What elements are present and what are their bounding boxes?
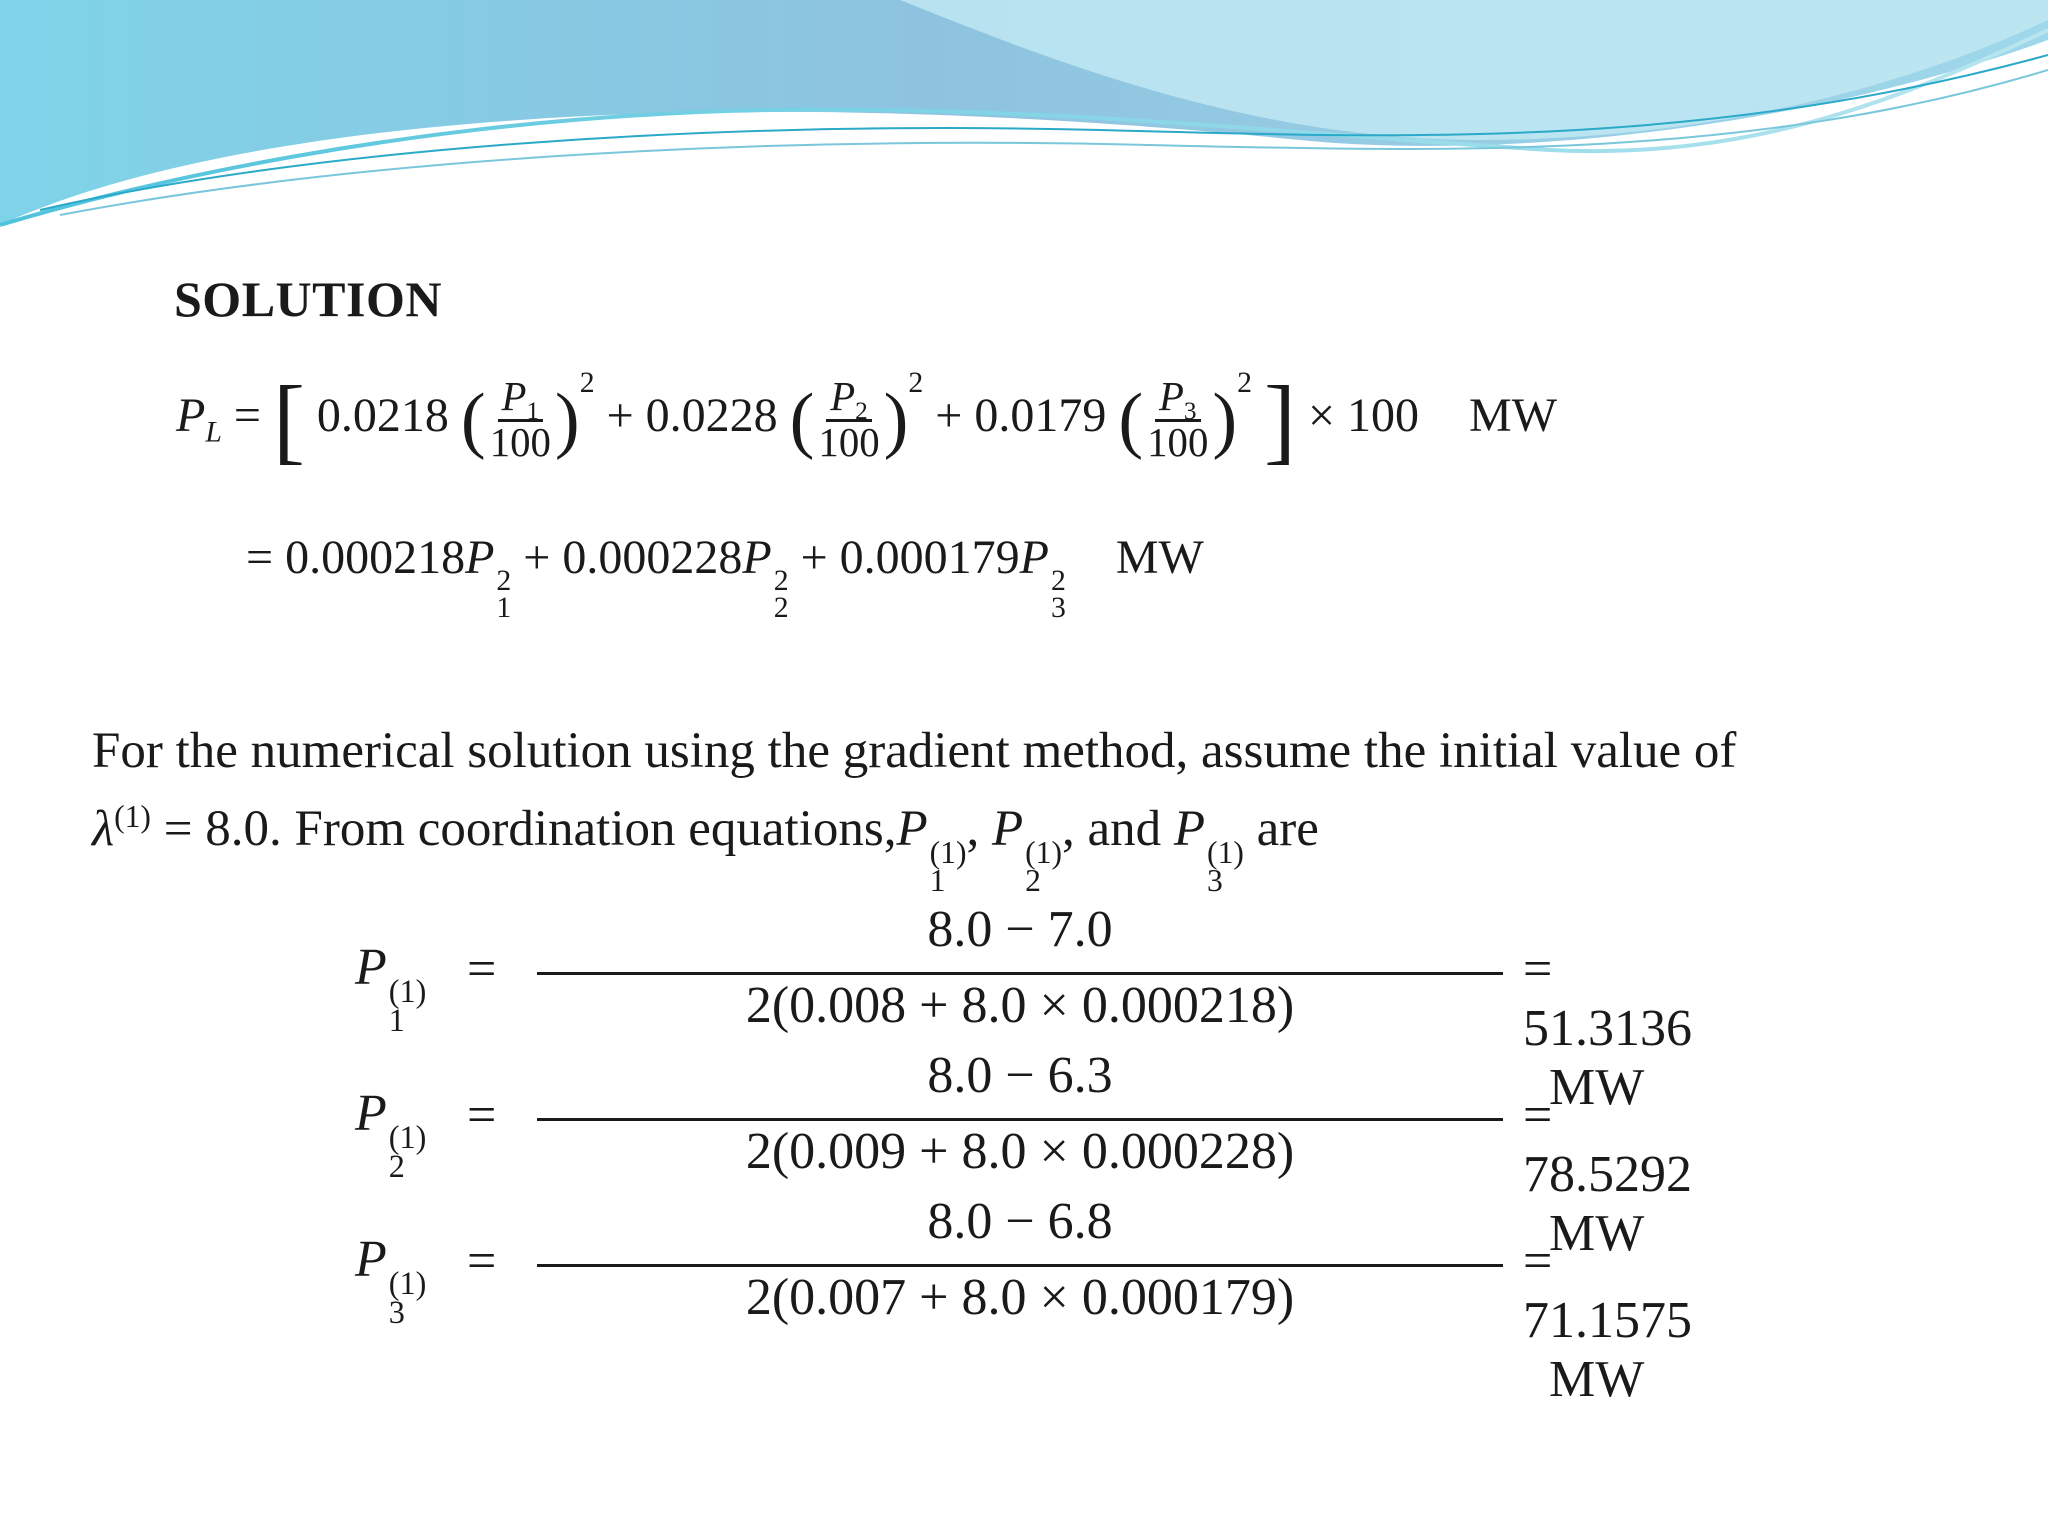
loss-term-3-fraction: $\frac{P_3}{100}$: [1147, 373, 1209, 465]
gradient-method-paragraph: [92, 712, 1972, 899]
iteration-equation-p1: P (1) 1 = 8.0 − 7.0 2(0.008 + 8.0 × 0.000218) = 51.3136MW: [355, 901, 1692, 1116]
equals-sign: =: [246, 531, 274, 584]
right-bracket: ]: [1264, 366, 1296, 473]
fraction-bar: [537, 1118, 1503, 1121]
fraction-bar: [537, 1264, 1503, 1267]
paragraph-line-1: For the numerical solution using the gradient method, assume the initial value of: [92, 723, 1737, 779]
left-paren: (: [460, 378, 486, 461]
iteration-equation-p3: P (1) 3 = 8.0 − 6.8 2(0.007 + 8.0 × 0.000179) = 71.1575MW: [355, 1193, 1692, 1408]
loss-term-2-fraction: $\frac{P_2}{100}$: [818, 373, 880, 465]
loss-lhs-sub: L: [205, 415, 222, 449]
slide-heading: SOLUTION: [174, 271, 442, 327]
loss-term-3-coef: 0.0179: [974, 389, 1107, 443]
loss-term-1-fraction: $\frac{P_1}{100}$: [489, 373, 551, 465]
expanded-term-2-coef: 0.000228: [562, 531, 743, 584]
loss-equation: [176, 366, 1558, 473]
iteration-1-denominator: 2(0.008 + 8.0 × 0.000218): [745, 977, 1295, 1034]
loss-term-2-coef: 0.0228: [645, 389, 778, 443]
iteration-equation-p2: P (1) 2 = 8.0 − 6.3 2(0.009 + 8.0 × 0.000228) = 78.5292MW: [355, 1047, 1692, 1262]
iteration-1-numerator: 8.0 − 7.0: [927, 901, 1113, 958]
right-paren: ): [1212, 378, 1238, 461]
equals-sign: =: [233, 389, 261, 443]
plus-sign: +: [800, 531, 828, 584]
iteration-2-result: = 78.5292: [1523, 1087, 1692, 1203]
loss-multiplier: × 100: [1307, 389, 1420, 443]
loss-term-1-coef: 0.0218: [316, 389, 449, 443]
right-paren: ): [554, 378, 580, 461]
paragraph-line-2: $\lambda^{(1)} = 8.0$. From coordination equations,P (1) 1 , P (1) 2 , and P (1) 3 are: [92, 799, 1319, 899]
iteration-1-result: = 51.3136: [1523, 941, 1692, 1057]
loss-lhs: P: [176, 389, 206, 443]
iteration-3-denominator: 2(0.007 + 8.0 × 0.000179): [745, 1269, 1295, 1326]
iteration-3-numerator: 8.0 − 6.8: [927, 1193, 1113, 1250]
left-paren: (: [789, 378, 815, 461]
left-paren: (: [1118, 378, 1144, 461]
expanded-unit: MW: [1115, 531, 1204, 584]
iteration-2-unit: MW: [1549, 1205, 1645, 1262]
fraction-bar: [537, 972, 1503, 975]
loss-term-2-exp: 2: [908, 366, 924, 399]
header-wave-decoration: [0, 0, 2048, 240]
iteration-3-unit: MW: [1549, 1351, 1645, 1408]
expanded-term-1-coef: 0.000218: [285, 531, 466, 584]
loss-term-1-exp: 2: [579, 366, 595, 399]
iteration-2-denominator: 2(0.009 + 8.0 × 0.000228): [745, 1123, 1295, 1180]
loss-expanded: = 0.000218P 2 1 + 0.000228P 2 2 + 0.000179P 2 3 MW: [246, 531, 1204, 624]
loss-term-3-exp: 2: [1237, 366, 1252, 399]
plus-sign: +: [606, 389, 634, 443]
iteration-3-result: = 71.1575: [1523, 1233, 1692, 1349]
iteration-1-unit: MW: [1549, 1059, 1645, 1116]
expanded-term-3-coef: 0.000179: [839, 531, 1020, 584]
plus-sign: +: [935, 389, 963, 443]
plus-sign: +: [523, 531, 551, 584]
right-paren: ): [883, 378, 909, 461]
loss-unit: MW: [1469, 389, 1558, 443]
iteration-2-numerator: 8.0 − 6.3: [927, 1047, 1113, 1104]
left-bracket: [: [272, 366, 305, 473]
